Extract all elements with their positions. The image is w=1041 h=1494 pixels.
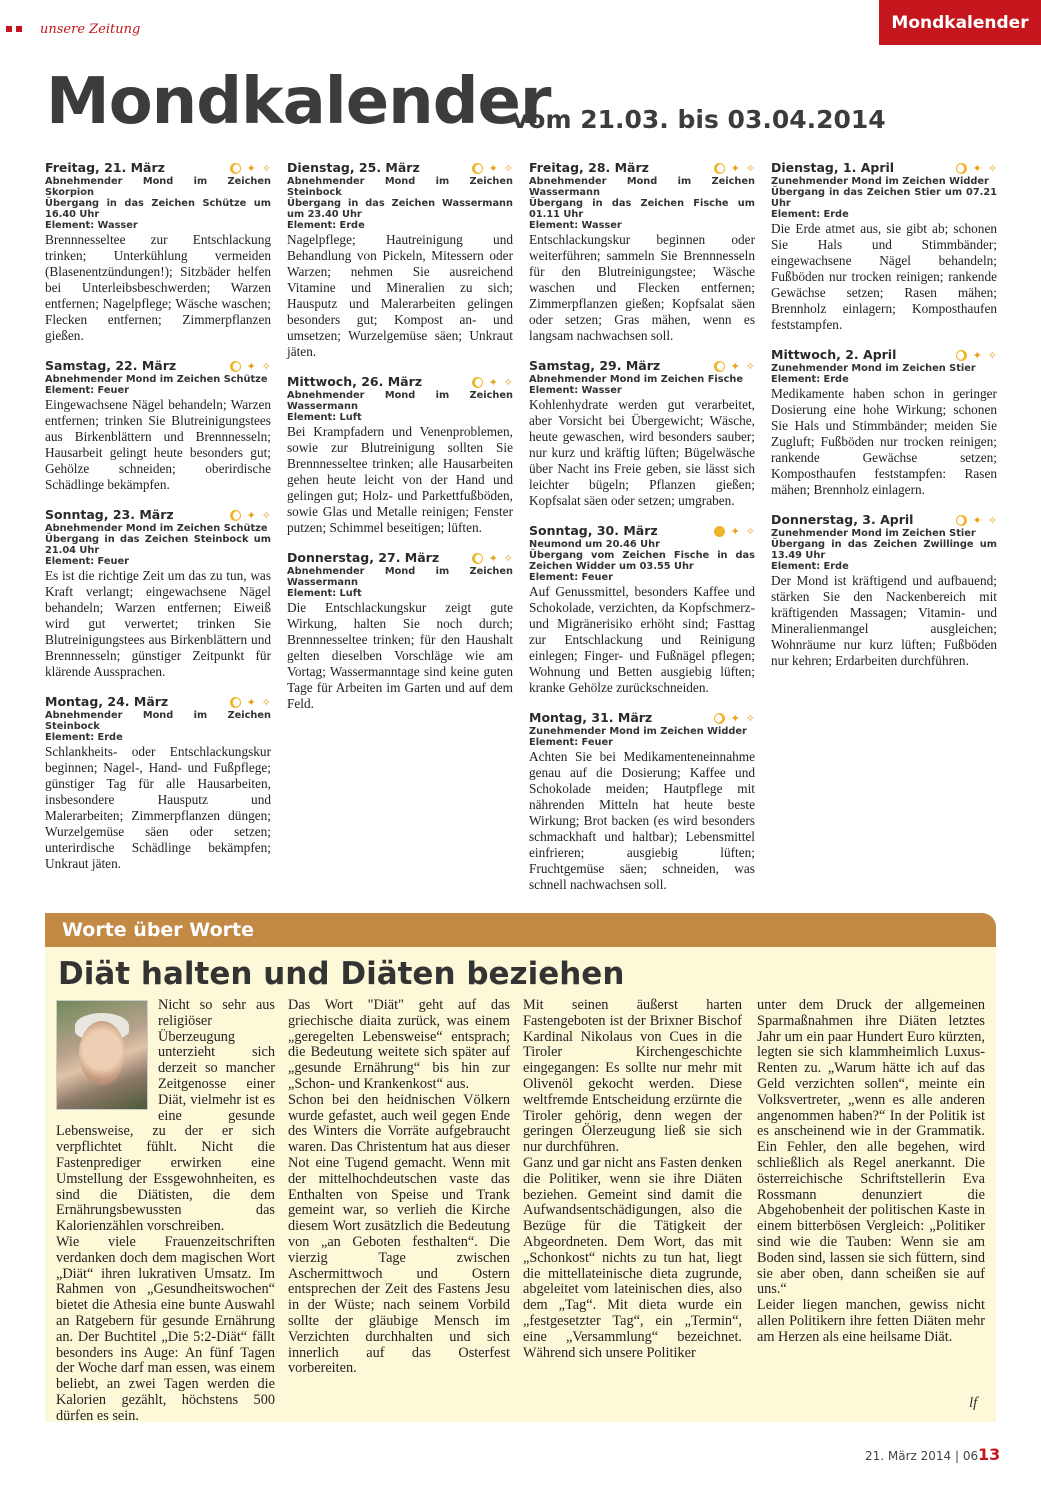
waxing-moon-icon bbox=[714, 713, 725, 724]
zodiac-icon: ✦ bbox=[246, 508, 256, 522]
page-number: 13 bbox=[978, 1445, 1001, 1464]
day-text: Entschlackungskur beginnen oder weiterführen; sammeln Sie Brennnesseln für den Blutreinigungstee; Wäsche waschen und Flecken entfernen; Zimmerpflanzen gießen; Kopfsalat säen oder setzen; Gras mähen, wenn es langsam nachwachsen soll. bbox=[529, 232, 755, 343]
element-info: Element: Erde bbox=[45, 732, 123, 743]
day-text: Auf Genussmittel, besonders Kaffee und Schokolade, verzichten, da Kopfschmerz- und Migränerisiko erhöht sind; Fasttag zur Entschlackung und Reinigung einlegen; Finger- und Fußnägel pflegen; Wohnung und Betten ausgiebig lüften; kranke Gehölze zurückschneiden. bbox=[529, 584, 755, 695]
page-subtitle: vom 21.03. bis 03.04.2014 bbox=[512, 105, 886, 134]
zodiac-icon: ✦ bbox=[972, 161, 982, 175]
zodiac-icon: ✧ bbox=[261, 695, 271, 709]
section-tab[interactable]: Mondkalender bbox=[879, 0, 1041, 45]
waxing-moon-icon bbox=[956, 515, 967, 526]
zodiac-icon: ✦ bbox=[246, 359, 256, 373]
calendar-column-1 bbox=[45, 160, 271, 907]
element-info: Element: Erde bbox=[771, 374, 849, 385]
day-text: Kohlenhydrate werden gut verarbeitet, aber Vorsicht bei Übergewicht; Wäsche, heute gewaschen, wird besonders sauber; nur kurz und kräftig lüften; Bügelwäsche über Nacht ins Freie geben, sie lässt sich leichter bügeln; Pflanzen gießen; Kopfsalat säen oder setzen; umgraben. bbox=[529, 397, 755, 508]
author-initials: lf bbox=[969, 1395, 978, 1411]
moon-info: Zunehmender Mond im Zeichen Widder bbox=[771, 176, 989, 187]
calendar-day bbox=[529, 160, 755, 344]
day-text: Bei Krampfadern und Venenproblemen, sowie zur Blutreinigung sollten Sie Brennnesseltee trinken; alle Hausarbeiten gehen heute leicht von der Hand und gelingen gut; Holz- und Parkettfußböden, sowie Glas und Metalle reinigen; Fenster putzen; Schimmel beseitigen; lüften. bbox=[287, 424, 513, 535]
day-heading: Dienstag, 25. März bbox=[287, 160, 420, 175]
moon-transition: Übergang in das Zeichen Wassermann um 23.40 Uhr bbox=[287, 198, 513, 220]
zodiac-icon: ✦ bbox=[246, 695, 256, 709]
new-moon-icon bbox=[714, 526, 725, 537]
calendar-day bbox=[287, 160, 513, 360]
moon-info: Abnehmender Mond im Zeichen Fische bbox=[529, 374, 743, 385]
worte-section-label: Worte über Worte bbox=[62, 919, 254, 941]
zodiac-icon: ✧ bbox=[745, 711, 755, 725]
moon-transition: Übergang in das Zeichen Schütze um 16.40 Uhr bbox=[45, 198, 271, 220]
calendar-day bbox=[45, 358, 271, 493]
article-text: Mit seinen äußerst harten Fastengeboten ist der Brixner Bischof Kardinal Nikolaus von Cues in die Tiroler Kirchengeschichte eingegangen: Es sollte nur mehr mit Olivenöl gekocht werden. Diese weltfremde Entscheidung erzürnte die Tiroler gehörig, denn wegen der geringen Ölerzeugung ließ sie sich nur durchführen. Ganz und gar nicht ans Fasten denken die Politiker, wenn sie ihre Diäten beziehen. Gemeint sind damit die Aufwandsentschädigungen, also die Bezüge für die Tätigkeit der Abgeordneten. Dem Wort, das mit „Schonkost“ nichts zu tun hat, liegt die mittellateinische dieta zugrunde, abgeleitet vom lateinischen dies, also dem „Tag“. Mit dieta wurde ein „festgesetzter Tag“, ein „Termin“, eine „Versammlung“ bezeichnet. Während sich unsere Politiker bbox=[523, 997, 742, 1361]
calendar-day bbox=[287, 374, 513, 536]
moon-transition: Übergang in das Zeichen Zwillinge um 13.49 Uhr bbox=[771, 539, 997, 561]
moon-transition: Übergang in das Zeichen Stier um 07.21 Uhr bbox=[771, 187, 997, 209]
day-heading: Sonntag, 23. März bbox=[45, 507, 174, 522]
brand-logo: unsere Zeitung bbox=[40, 22, 141, 37]
moon-info: Abnehmender Mond im Zeichen Skorpion bbox=[45, 176, 271, 198]
day-heading: Donnerstag, 3. April bbox=[771, 512, 914, 527]
zodiac-icon: ✧ bbox=[987, 348, 997, 362]
waxing-moon-icon bbox=[956, 163, 967, 174]
waning-moon-icon bbox=[472, 163, 483, 174]
day-icons bbox=[472, 553, 513, 564]
moon-info: Zunehmender Mond im Zeichen Stier bbox=[771, 528, 976, 539]
calendar-day bbox=[529, 523, 755, 696]
article-column-4 bbox=[757, 998, 985, 1346]
day-text: Eingewachsene Nägel behandeln; Warzen entfernen; trinken Sie Blutreinigungstees aus Birkenblättern und Brennnesseln; Hausarbeit gelingt heute besonders gut; Gehölze schneiden; oberirdische Schädlinge bekämpfen. bbox=[45, 397, 271, 492]
waning-moon-icon bbox=[714, 163, 725, 174]
calendar-column-4 bbox=[771, 160, 997, 907]
zodiac-icon: ✧ bbox=[745, 524, 755, 538]
moon-info: Neumond um 20.46 Uhr bbox=[529, 539, 660, 550]
day-icons bbox=[230, 510, 271, 521]
day-heading: Mittwoch, 2. April bbox=[771, 347, 897, 362]
zodiac-icon: ✦ bbox=[730, 359, 740, 373]
day-icons bbox=[956, 163, 997, 174]
element-info: Element: Wasser bbox=[529, 385, 622, 396]
waning-moon-icon bbox=[230, 697, 241, 708]
moon-transition: Übergang in das Zeichen Fische um 01.11 Uhr bbox=[529, 198, 755, 220]
day-heading: Mittwoch, 26. März bbox=[287, 374, 423, 389]
calendar-day bbox=[45, 507, 271, 680]
element-info: Element: Luft bbox=[287, 588, 362, 599]
calendar-day bbox=[771, 512, 997, 669]
zodiac-icon: ✦ bbox=[972, 348, 982, 362]
zodiac-icon: ✧ bbox=[745, 161, 755, 175]
day-text: Die Erde atmet aus, sie gibt ab; schonen Sie Hals und Stimmbänder; eingewachsene Nägel behandeln; Fußböden nur trocken reinigen; rankende Gewächse setzen; Rasen mähen; Brennholz einlagern; Komposthaufen feststampfen. bbox=[771, 221, 997, 332]
zodiac-icon: ✦ bbox=[972, 513, 982, 527]
zodiac-icon: ✦ bbox=[730, 711, 740, 725]
zodiac-icon: ✦ bbox=[488, 551, 498, 565]
waning-moon-icon bbox=[230, 361, 241, 372]
waning-moon-icon bbox=[230, 163, 241, 174]
day-text: Schlankheits- oder Entschlackungskur beginnen; Nagel-, Hand- und Fußpflege; günstiger Tag für alle Hausarbeiten, insbesondere Hausputz und Malerarbeiten; Zimmerpflanzen düngen; Wurzelgemüse säen oder setzen; unterirdische Schädlinge bekämpfen; Unkraut jäten. bbox=[45, 744, 271, 871]
day-heading: Montag, 24. März bbox=[45, 694, 169, 709]
moon-transition: Übergang vom Zeichen Fische in das Zeichen Widder um 03.55 Uhr bbox=[529, 550, 755, 572]
moon-info: Abnehmender Mond im Zeichen Schütze bbox=[45, 523, 268, 534]
calendar-day bbox=[45, 160, 271, 344]
calendar-day bbox=[529, 710, 755, 893]
day-text: Der Mond ist kräftigend und aufbauend; stärken Sie den Nackenbereich mit kräftigenden Massagen; Vitamin- und Mineralienmangel ausgleichen; Wohnräume nur kurz lüften; Fußböden nur kehren; Erdarbeiten durchführen. bbox=[771, 573, 997, 668]
day-icons bbox=[472, 377, 513, 388]
day-icons bbox=[956, 350, 997, 361]
day-heading: Montag, 31. März bbox=[529, 710, 653, 725]
moon-info: Zunehmender Mond im Zeichen Widder bbox=[529, 726, 747, 737]
element-info: Element: Feuer bbox=[45, 385, 129, 396]
day-icons bbox=[956, 515, 997, 526]
day-heading: Sonntag, 30. März bbox=[529, 523, 658, 538]
page-title: Mondkalender bbox=[46, 65, 551, 139]
day-icons bbox=[230, 163, 271, 174]
element-info: Element: Wasser bbox=[529, 220, 622, 231]
zodiac-icon: ✧ bbox=[261, 359, 271, 373]
zodiac-icon: ✦ bbox=[730, 524, 740, 538]
waning-moon-icon bbox=[230, 510, 241, 521]
day-icons bbox=[230, 697, 271, 708]
day-text: Nagelpflege; Hautreinigung und Behandlung von Pickeln, Mitessern oder Warzen; nehmen Sie ausreichend Vitamine und Mineralien zu sich; Hausputz und Malerarbeiten gelingen besonders gut; Kompost an- und umsetzen; Wurzelgemüse säen; Unkraut jäten. bbox=[287, 232, 513, 359]
day-heading: Donnerstag, 27. März bbox=[287, 550, 440, 565]
element-info: Element: Erde bbox=[771, 209, 849, 220]
article-text: Das Wort "Diät" geht auf das griechische diaita zurück, was einem „geregelten Lebensweise“ entsprach; die Bedeutung weitete sich später auf „gesunde Ernährung“ bis hin zur „Schon- und Krankenkost“ aus. Schon bei den heidnischen Völkern wurde gefastet, auch weil gegen Ende des Winters die Vorräte aufgebraucht waren. Das Christentum hat aus dieser Not eine Tugend gemacht. Wenn mit der mittelhochdeutschen vaste das Enthalten von Speise und Trank gemeint war, so verlieh die Kirche diesem Wort zusätzlich die Bedeutung von „an Geboten festhalten“. Die vierzig Tage zwischen Aschermittwoch und Ostern entsprechen der Zeit des Fastens Jesu in der Wüste; nach seinem Vorbild sollte der gläubige Mensch im Verzichten durchhalten und sich innerlich auf das Osterfest vorbereiten. bbox=[288, 997, 510, 1377]
zodiac-icon: ✧ bbox=[987, 161, 997, 175]
article-column-1 bbox=[56, 998, 275, 1425]
element-info: Element: Feuer bbox=[529, 737, 613, 748]
zodiac-icon: ✧ bbox=[503, 375, 513, 389]
calendar-day bbox=[45, 694, 271, 872]
element-info: Element: Wasser bbox=[45, 220, 138, 231]
calendar-day bbox=[771, 160, 997, 333]
calendar-day bbox=[287, 550, 513, 712]
calendar-column-2 bbox=[287, 160, 513, 907]
element-info: Element: Feuer bbox=[45, 556, 129, 567]
element-info: Element: Feuer bbox=[529, 572, 613, 583]
brand-marks bbox=[6, 26, 22, 32]
zodiac-icon: ✦ bbox=[730, 161, 740, 175]
day-icons bbox=[714, 361, 755, 372]
page-folio: 21. März 2014 | 06 bbox=[865, 1449, 979, 1463]
day-icons bbox=[714, 526, 755, 537]
waning-moon-icon bbox=[472, 377, 483, 388]
moon-calendar bbox=[45, 160, 997, 907]
article-title: Diät halten und Diäten beziehen bbox=[58, 956, 625, 992]
zodiac-icon: ✦ bbox=[488, 375, 498, 389]
moon-info: Abnehmender Mond im Zeichen Wassermann bbox=[529, 176, 755, 198]
day-heading: Samstag, 22. März bbox=[45, 358, 177, 373]
day-heading: Freitag, 21. März bbox=[45, 160, 165, 175]
zodiac-icon: ✦ bbox=[246, 161, 256, 175]
moon-info: Abnehmender Mond im Zeichen Schütze bbox=[45, 374, 268, 385]
calendar-day bbox=[771, 347, 997, 498]
day-heading: Dienstag, 1. April bbox=[771, 160, 895, 175]
zodiac-icon: ✦ bbox=[488, 161, 498, 175]
day-text: Medikamente haben schon in geringer Dosierung eine hohe Wirkung; schonen Sie Hals und Stimmbänder; meiden Sie Zugluft; Fußböden nur trocken reinigen; rankende Gewächse setzen; Komposthaufen feststampfen: Rasen mähen; Brennholz einlagern. bbox=[771, 386, 997, 497]
day-text: Die Entschlackungskur zeigt gute Wirkung, halten Sie noch durch; Brennnesseltee trinken; für den Haushalt gelten dieselben Vorschläge wie am Vortag; Wassermanntage sind keine guten Tage für Arbeiten im Garten und auf dem Feld. bbox=[287, 600, 513, 711]
day-text: Es ist die richtige Zeit um das zu tun, was Kraft verlangt; eingewachsene Nägel behandeln; Warzen entfernen; Eiweiß wird gut verwertet; trinken Sie Blutreinigungstees aus Birkenblättern und Brennnesseln; günstiger Zeitpunkt für klärende Aussprachen. bbox=[45, 568, 271, 679]
moon-transition: Übergang in das Zeichen Steinbock um 21.04 Uhr bbox=[45, 534, 271, 556]
day-icons bbox=[472, 163, 513, 174]
zodiac-icon: ✧ bbox=[503, 161, 513, 175]
article-column-2 bbox=[288, 998, 510, 1377]
waxing-moon-icon bbox=[956, 350, 967, 361]
day-icons bbox=[714, 713, 755, 724]
zodiac-icon: ✧ bbox=[261, 161, 271, 175]
worte-section-bar bbox=[45, 913, 996, 947]
day-text: Achten Sie bei Medikamenteneinnahme genau auf die Dosierung; Kaffee und Schokolade meiden; Hautpflege mit nährenden Mitteln hat heute beste Wirkung; Brot backen (es wird besonders schmackhaft und haltbar); Lebensmittel einfrieren; ausgiebig lüften; Fruchtgemüse säen; schneiden, was schnell nachwachsen soll. bbox=[529, 749, 755, 892]
day-heading: Freitag, 28. März bbox=[529, 160, 649, 175]
article-text: Nicht so sehr aus religiöser Überzeugung unterzieht sich derzeit so mancher Zeitgenosse einer Diät, vielmehr ist es eine gesunde Lebensweise, zu der er sich verpflichtet fühlt. Nicht die Fastenprediger erwirken eine Umstellung der Essgewohnheiten, es sind die Diätisten, die dem Ernährungsbewussten das Kalorienzählen vorschreiben. Wie viele Frauenzeitschriften verdanken doch dem magischen Wort „Diät“ ihren lukrativen Umsatz. Im Rahmen von „Gesundheitswochen“ bietet die Athesia eine bunte Auswahl an Ratgebern für gesunde Ernährung an. Der Buchtitel „Die 5:2-Diät“ fällt besonders ins Auge: An fünf Tagen der Woche darf man essen, was einem beliebt, an zwei Tagen werden die Kalorien gezählt, höchstens 500 dürfen es sein. bbox=[56, 997, 275, 1424]
zodiac-icon: ✧ bbox=[987, 513, 997, 527]
element-info: Element: Erde bbox=[771, 561, 849, 572]
day-heading: Samstag, 29. März bbox=[529, 358, 661, 373]
day-text: Brennnesseltee zur Entschlackung trinken; Unterkühlung vermeiden (Blasenentzündungen!); Sitzbäder helfen bei Unterleibsbeschwerden; Warzen entfernen; Nagelpflege; Wäsche waschen; Flecken entfernen; Zimmerpflanzen gießen. bbox=[45, 232, 271, 343]
moon-info: Abnehmender Mond im Zeichen Wassermann bbox=[287, 566, 513, 588]
zodiac-icon: ✧ bbox=[261, 508, 271, 522]
calendar-day bbox=[529, 358, 755, 509]
waning-moon-icon bbox=[472, 553, 483, 564]
article-column-3 bbox=[523, 998, 742, 1361]
moon-info: Abnehmender Mond im Zeichen Wassermann bbox=[287, 390, 513, 412]
moon-info: Zunehmender Mond im Zeichen Stier bbox=[771, 363, 976, 374]
moon-info: Abnehmender Mond im Zeichen Steinbock bbox=[287, 176, 513, 198]
element-info: Element: Erde bbox=[287, 220, 365, 231]
day-icons bbox=[230, 361, 271, 372]
moon-info: Abnehmender Mond im Zeichen Steinbock bbox=[45, 710, 271, 732]
waning-moon-icon bbox=[714, 361, 725, 372]
calendar-column-3 bbox=[529, 160, 755, 907]
zodiac-icon: ✧ bbox=[745, 359, 755, 373]
article-text: unter dem Druck der allgemeinen Sparmaßnahmen ihre Diäten letztes Jahr um ein paar Hundert Euro kürzten, legten sie sich klammheimlich Luxus-Renten zu. „Warum hätte ich auf das Geld verzichten sollen“, meinte ein Volksvertreter, „wenn es alle anderen angenommen haben?“ In der Politik ist es anscheinend wie in der Grammatik. Ein Fehler, den alle begehen, wird schließlich als Regel anerkannt. Die österreichische Schriftstellerin Eva Rossmann denunziert die Abgehobenheit der politischen Kaste in einem bitterbösen Vergleich: „Politiker sind wie die Tauben: Wenn sie am Boden sind, lassen sie sich füttern, sind sie aber oben, dann scheißen sie auf uns.“ Leider liegen manchen, gewiss nicht allen Politikern ihre fetten Diäten mehr am Herzen als eine heilsame Diät. bbox=[757, 997, 985, 1345]
day-icons bbox=[714, 163, 755, 174]
element-info: Element: Luft bbox=[287, 412, 362, 423]
zodiac-icon: ✧ bbox=[503, 551, 513, 565]
